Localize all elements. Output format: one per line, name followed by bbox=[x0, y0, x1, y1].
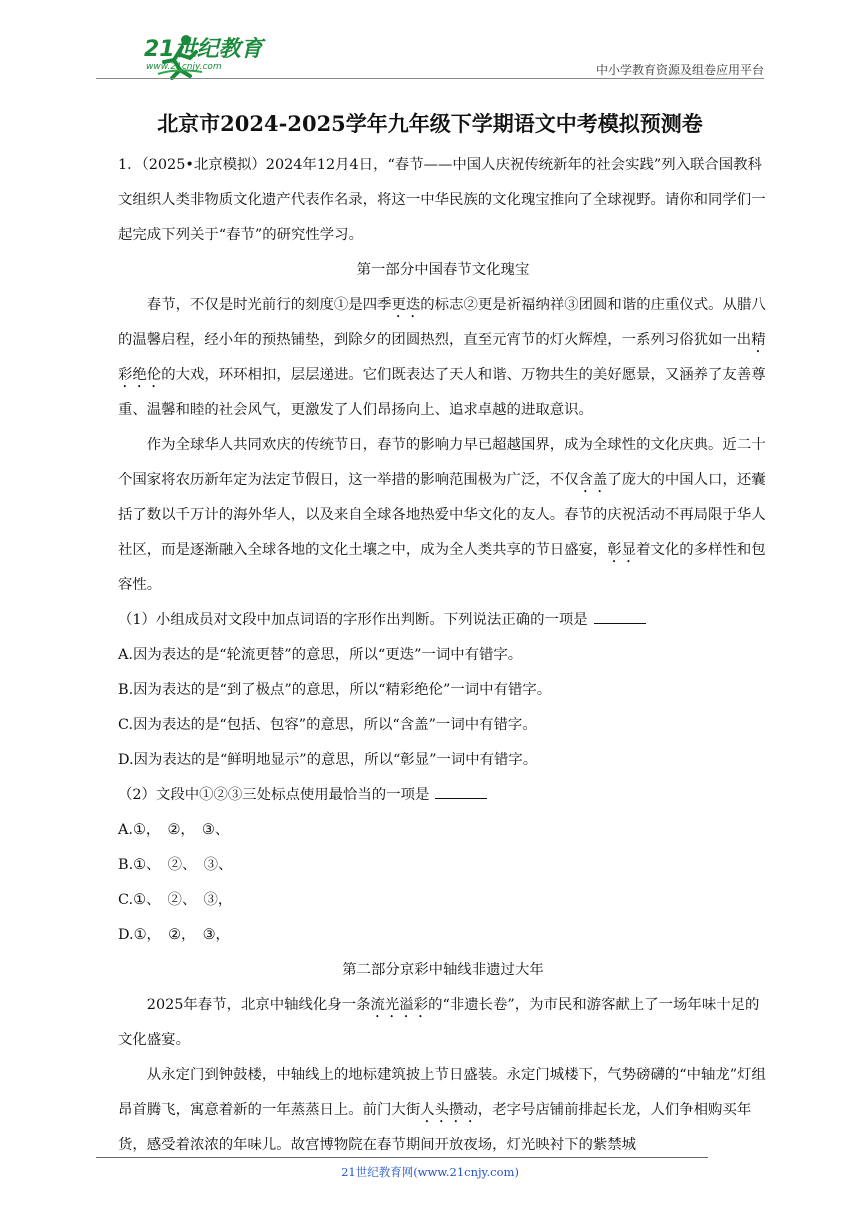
option-c: C.①、 ②、 ③， bbox=[118, 892, 233, 908]
page-header bbox=[96, 28, 764, 80]
paragraph-2 bbox=[118, 428, 768, 603]
text-run: 团圆和谐的庄重仪式。从腊八的温馨启程，经小年的预热铺垫，到除夕的团圆热烈，直至元宵节的灯火辉煌，一系列习俗犹如一出 bbox=[118, 297, 766, 348]
option-c: C.因为表达的是“包括、包容”的意思，所以“含盖”一词中有错字。 bbox=[118, 717, 537, 733]
header-divider bbox=[96, 78, 764, 79]
page-title: 北京市2024-2025学年九年级下学期语文中考模拟预测卷 bbox=[157, 111, 703, 136]
marker-2: ② bbox=[463, 297, 478, 313]
text-run: 的“非遗长卷”，为市民和游客献上了一场年味十足的文化盛宴。 bbox=[118, 997, 760, 1048]
sub-question-2-stem bbox=[118, 778, 768, 813]
dotted-word-liuguang: 流光溢彩 bbox=[370, 997, 429, 1013]
text-run: 是四季 bbox=[348, 297, 392, 313]
text-run: 更是祈福纳祥 bbox=[477, 297, 565, 313]
part1-title: 第一部分中国春节文化瑰宝 bbox=[356, 262, 530, 278]
paragraph-4 bbox=[118, 1058, 768, 1163]
logo-text: 21世纪教育 bbox=[144, 37, 263, 62]
text-run: 从永定门到钟鼓楼，中轴线上的地标建筑披上节日盛装。永定门城楼下，气势磅礴的“中轴龙”灯组昂首腾飞，寓意着新的一年蒸蒸日上。前门大街 bbox=[118, 1067, 766, 1118]
dotted-word-jingcai: 精彩绝伦 bbox=[118, 332, 766, 383]
text-run: 着文化的多样性和包容性。 bbox=[118, 542, 766, 593]
answer-blank bbox=[594, 611, 646, 624]
question-1 bbox=[118, 148, 768, 1163]
paragraph-3 bbox=[118, 988, 768, 1058]
marker-3: ③ bbox=[564, 297, 579, 313]
option-a: A.因为表达的是“轮流更替”的意思，所以“更迭”一词中有错字。 bbox=[118, 647, 523, 663]
marker-1: ① bbox=[333, 297, 349, 313]
option-b: B.①、 ②、 ③、 bbox=[118, 857, 233, 873]
paragraph-1 bbox=[118, 288, 768, 428]
question-intro: 1．（2025•北京模拟）2024年12月4日，“春节——中国人庆祝传统新年的社会实践”列入联合国教科文组织人类非物质文化遗产代表作名录，将这一中华民族的文化瑰宝推向了全球视野。请你和同学们一起完成下列关于“春节”的研究性学习。 bbox=[118, 157, 766, 243]
text-run: ，老字号店铺前排起长龙，人们争相购买年货，感受着浓浓的年味儿。故宫博物院在春节期间开放夜场，灯光映衬下的紫禁城 bbox=[118, 1102, 752, 1153]
answer-blank bbox=[435, 786, 487, 799]
stem-text: （2）文段中①②③三处标点使用最恰当的一项是 bbox=[118, 787, 430, 803]
footer-divider bbox=[96, 1157, 708, 1158]
dotted-word-hangai: 含盖 bbox=[578, 472, 608, 488]
option-b: B.因为表达的是“到了极点”的意思，所以“精彩绝伦”一词中有错字。 bbox=[118, 682, 552, 698]
footer-link[interactable]: 21世纪教育网(www.21cnjy.com) bbox=[341, 1165, 519, 1179]
platform-name: 中小学教育资源及组卷应用平台 bbox=[595, 63, 764, 77]
logo-url: www.21cnjy.com bbox=[146, 62, 222, 72]
text-run: 的标志 bbox=[420, 297, 464, 313]
dotted-word-gengdie: 更迭 bbox=[391, 297, 421, 313]
dotted-word-rentou: 人头攒动 bbox=[420, 1102, 478, 1118]
sub-question-1-stem bbox=[118, 603, 768, 638]
text-run: 作为全球华人共同欢庆的传统节日，春节的影响力早已超越国界，成为全球性的文化庆典。近二十个国家将农历新年定为法定节假日，这一举措的影响范围极为广泛，不仅 bbox=[118, 437, 766, 488]
option-d: D.①， ②， ③， bbox=[118, 927, 230, 943]
option-a: A.①， ②， ③、 bbox=[118, 822, 230, 838]
option-d: D.因为表达的是“鲜明地显示”的意思，所以“彰显”一词中有错字。 bbox=[118, 752, 538, 768]
part2-title: 第二部分京彩中轴线非遗过大年 bbox=[342, 962, 544, 978]
text-run: 2025年春节，北京中轴线化身一条 bbox=[146, 997, 371, 1013]
stem-text: （1）小组成员对文段中加点词语的字形作出判断。下列说法正确的一项是 bbox=[118, 612, 588, 628]
text-run: 春节，不仅是时光前行的刻度 bbox=[146, 297, 334, 313]
text-run: 的大戏，环环相扣，层层递进。它们既表达了天人和谐、万物共生的美好愿景，又涵养了友善尊重、温馨和睦的社会风气，更激发了人们昂扬向上、追求卓越的进取意识。 bbox=[118, 367, 766, 418]
dotted-word-zhangxian: 彰显 bbox=[607, 542, 637, 558]
text-run: 了庞大的中国人口，还囊括了数以千万计的海外华人，以及来自全球各地热爱中华文化的友人。春节的庆祝活动不再局限于华人社区，而是逐渐融入全球各地的文化土壤之中，成为全人类共享的节日盛宴， bbox=[118, 472, 766, 558]
